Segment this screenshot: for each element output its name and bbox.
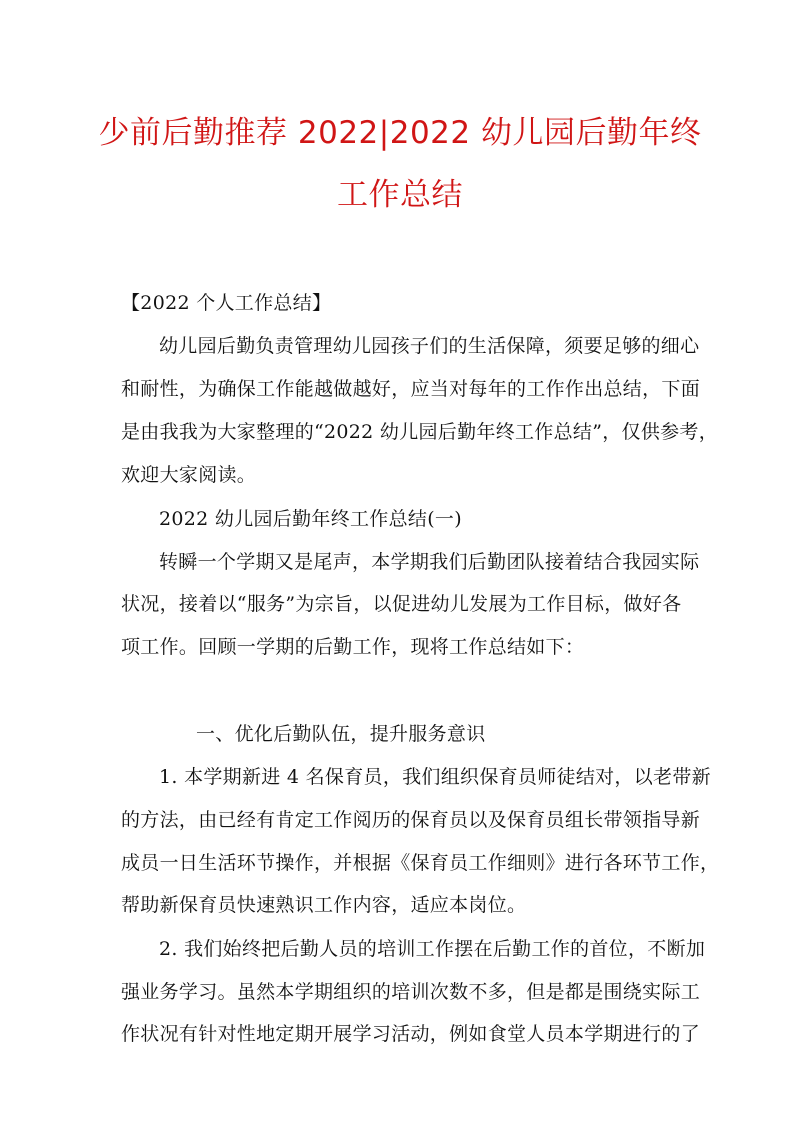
paragraph-line: 的方法，由已经有肯定工作阅历的保育员以及保育员组长带领指导新 (121, 809, 701, 831)
paragraph-line: 转瞬一个学期又是尾声，本学期我们后勤团队接着结合我园实际 (159, 551, 700, 573)
paragraph-line: 项工作。回顾一学期的后勤工作，现将工作总结如下： (121, 636, 585, 658)
paragraph-line: 欢迎大家阅读。 (121, 464, 257, 486)
paragraph-line: 1. 本学期新进 4 名保育员，我们组织保育员师徒结对，以老带新 (159, 766, 711, 788)
paragraph-line: 帮助新保育员快速熟识工作内容，适应本岗位。 (121, 894, 527, 916)
paragraph-line: 和耐性，为确保工作能越做越好，应当对每年的工作作出总结，下面 (121, 378, 701, 400)
paragraph-line: 成员一日生活环节操作，并根据《保育员工作细则》进行各环节工作， (121, 852, 720, 874)
section-heading: 【2022 个人工作总结】 (121, 292, 332, 314)
section-heading-1: 一、优化后勤队伍，提升服务意识 (196, 723, 486, 745)
paragraph-line: 作状况有针对性地定期开展学习活动，例如食堂人员本学期进行的了 (121, 1023, 701, 1045)
paragraph-line: 状况，接着以“服务”为宗旨，以促进幼儿发展为工作目标，做好各 (121, 593, 682, 615)
paragraph-line: 是由我我为大家整理的“2022 幼儿园后勤年终工作总结”，仅供参考， (121, 421, 719, 443)
subsection-title: 2022 幼儿园后勤年终工作总结(一) (159, 508, 462, 530)
document-title-line-2: 工作总结 (337, 177, 463, 213)
document-title-line-1: 少前后勤推荐 2022|2022 幼儿园后勤年终 (98, 115, 702, 151)
paragraph-line: 幼儿园后勤负责管理幼儿园孩子们的生活保障，须要足够的细心 (159, 335, 700, 357)
paragraph-line: 2. 我们始终把后勤人员的培训工作摆在后勤工作的首位，不断加 (159, 938, 706, 960)
paragraph-line: 强业务学习。虽然本学期组织的培训次数不多，但是都是围绕实际工 (121, 981, 701, 1003)
